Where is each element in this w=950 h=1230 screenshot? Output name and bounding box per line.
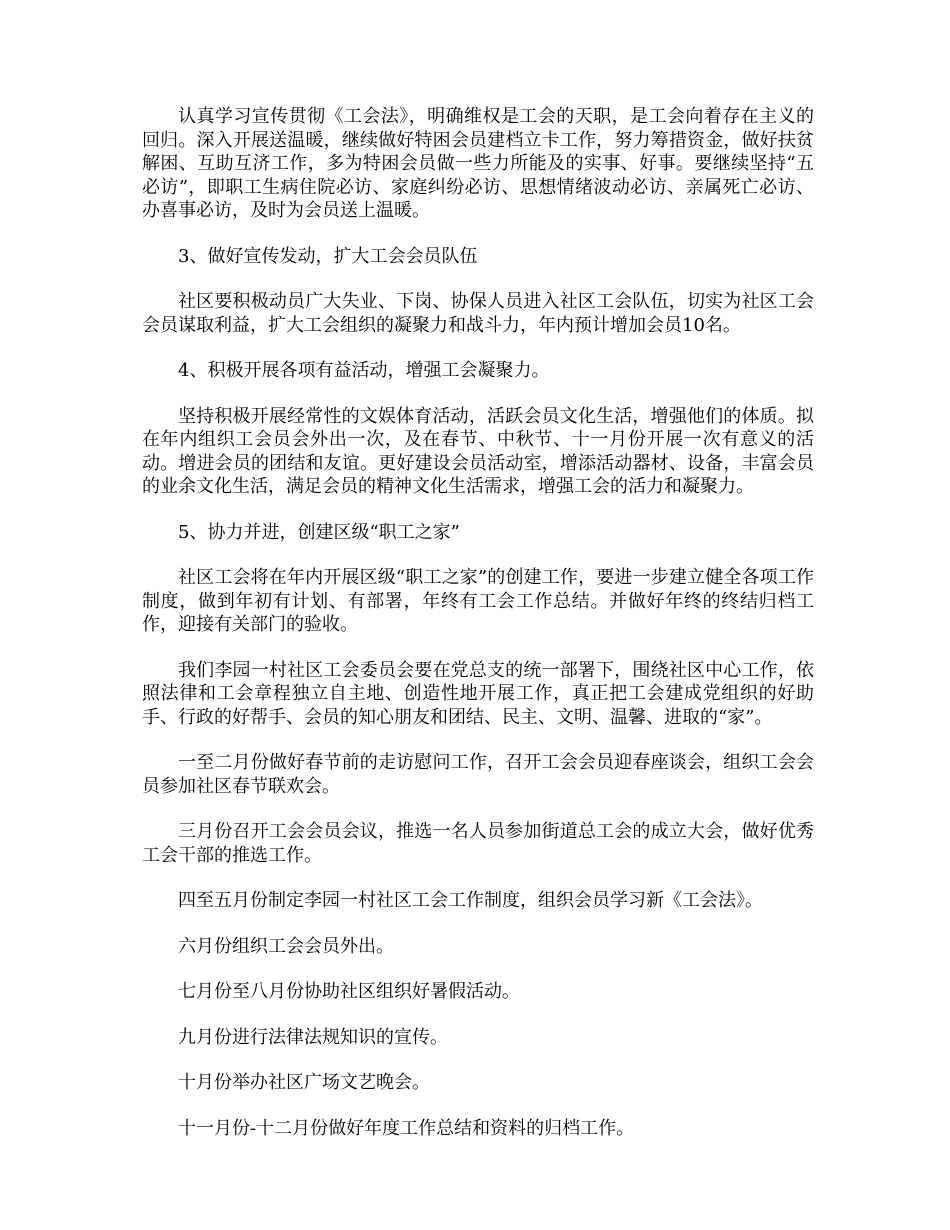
schedule-jul-aug: 七月份至八月份协助社区组织好暑假活动。: [178, 981, 520, 1002]
heading-publicity: 3、做好宣传发动，扩大工会会员队伍: [178, 245, 478, 267]
schedule-march: 三月份召开工会会员会议，推选一名人员参加街道总工会的成立大会，做好优秀工会干部的推选工作。: [142, 821, 814, 866]
schedule-jan-feb: 一至二月份做好春节前的走访慰问工作，召开工会会员迎春座谈会，组织工会会员参加社区春节联欢会。: [142, 752, 814, 797]
schedule-june: 六月份组织工会会员外出。: [178, 935, 394, 957]
schedule-nov-dec: 十一月份-十二月份做好年度工作总结和资料的归档工作。: [178, 1117, 635, 1139]
schedule-september: 九月份进行法律法规知识的宣传。: [178, 1026, 448, 1048]
document-page: [142, 105, 814, 1162]
heading-workers-home: 5、协力并进，创建区级“职工之家”: [178, 521, 460, 543]
heading-activities: 4、积极开展各项有益活动，增强工会凝聚力。: [178, 360, 550, 381]
paragraph-membership: 社区要积极动员广大失业、下岗、协保人员进入社区工会队伍，切实为社区工会会员谋取利益，扩大工会组织的凝聚力和战斗力，年内预计增加会员10名。: [142, 291, 814, 336]
paragraph-rights-protection: 认真学习宣传贯彻《工会法》，明确维权是工会的天职，是工会向着存在主义的回归。深入开展送温暖，继续做好特困会员建档立卡工作，努力筹措资金，做好扶贫解困、互助互济工作，多为特困会员做一些力所能及的实事、好事。要继续坚持“五必访”，即职工生病住院必访、家庭纠纷必访、思想情绪波动必访、亲属死亡必访、办喜事必访，及时为会员送上温暖。: [142, 106, 814, 221]
schedule-october: 十月份举办社区广场文艺晚会。: [178, 1072, 430, 1093]
paragraph-activities: 坚持积极开展经常性的文娱体育活动，活跃会员文化生活，增强他们的体质。拟在年内组织工会员会外出一次，及在春节、中秋节、十一月份开展一次有意义的活动。增进会员的团结和友谊。更好建设会员活动室，增添活动器材、设备，丰富会员的业余文化生活，满足会员的精神文化生活需求，增强工会的活力和凝聚力。: [142, 405, 814, 497]
paragraph-committee: 我们李园一村社区工会委员会要在党总支的统一部署下，围绕社区中心工作，依照法律和工会章程独立自主地、创造性地开展工作，真正把工会建成党组织的好助手、行政的好帮手、会员的知心朋友和团结、民主、文明、温馨、进取的“家”。: [142, 659, 814, 728]
schedule-apr-may: 四至五月份制定李园一村社区工会工作制度，组织会员学习新《工会法》。: [178, 890, 763, 911]
paragraph-workers-home: 社区工会将在年内开展区级“职工之家”的创建工作，要进一步建立健全各项工作制度，做到年初有计划、有部署，年终有工会工作总结。并做好年终的终结归档工作，迎接有关部门的验收。: [142, 567, 814, 635]
